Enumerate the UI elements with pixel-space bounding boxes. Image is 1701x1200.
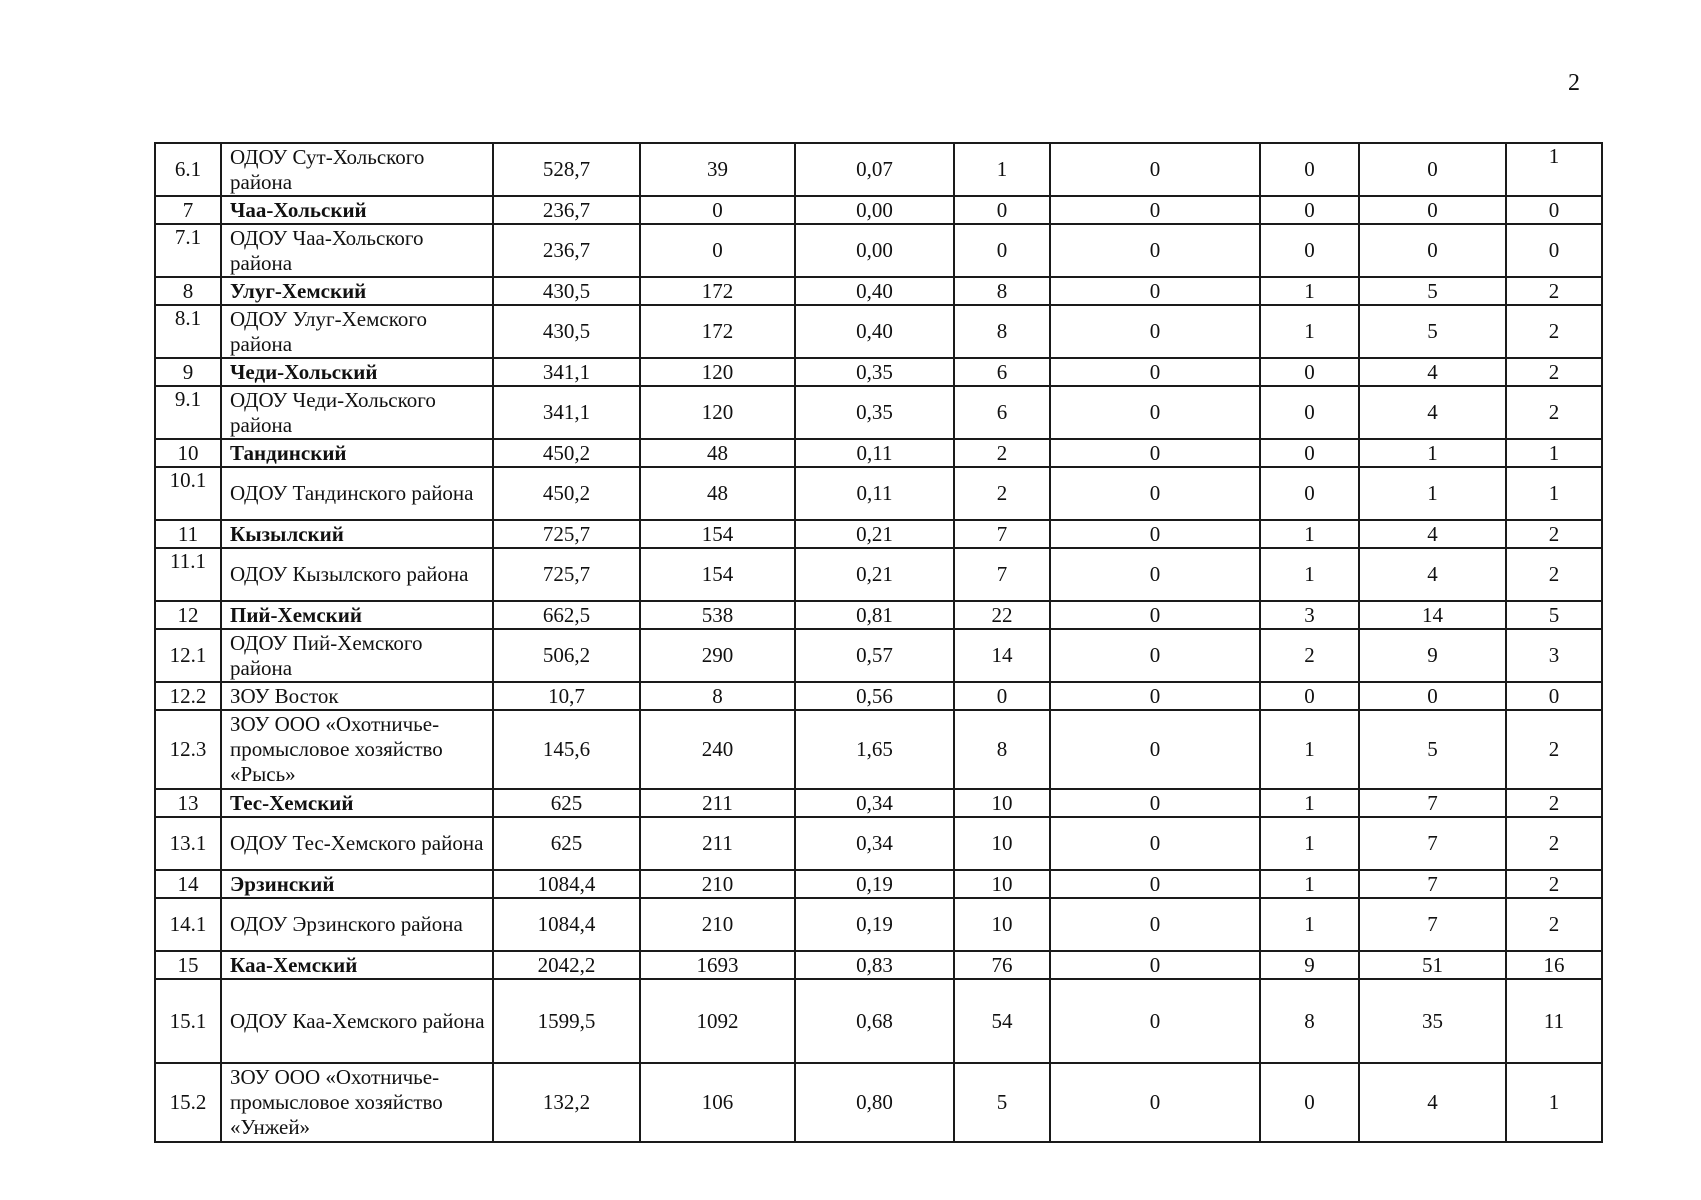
cell-value: 132,2 (493, 1063, 640, 1142)
cell-value: 450,2 (493, 439, 640, 467)
cell-value: 2 (1506, 520, 1602, 548)
cell-value: 0 (1260, 467, 1359, 520)
table-row (155, 224, 1602, 277)
cell-value: 145,6 (493, 710, 640, 789)
cell-value: 2042,2 (493, 951, 640, 979)
cell-value: 5 (954, 1063, 1050, 1142)
cell-value: 0 (1050, 305, 1260, 358)
cell-value: 8 (640, 682, 795, 710)
cell-value: 0,57 (795, 629, 954, 682)
cell-value: 341,1 (493, 386, 640, 439)
row-name: ЗОУ Восток (221, 682, 493, 710)
row-number: 14.1 (155, 898, 221, 951)
row-number: 9 (155, 358, 221, 386)
cell-value: 2 (1506, 305, 1602, 358)
cell-value: 0,35 (795, 386, 954, 439)
table-row (155, 870, 1602, 898)
table-row (155, 710, 1602, 789)
cell-value: 10 (954, 898, 1050, 951)
cell-value: 0 (1050, 358, 1260, 386)
cell-value: 39 (640, 143, 795, 196)
cell-value: 7 (1359, 870, 1506, 898)
cell-value: 0 (1260, 682, 1359, 710)
table-row (155, 629, 1602, 682)
cell-value: 154 (640, 520, 795, 548)
cell-value: 154 (640, 548, 795, 601)
cell-value: 7 (954, 548, 1050, 601)
cell-value: 3 (1506, 629, 1602, 682)
row-name: Каа-Хемский (221, 951, 493, 979)
cell-value: 2 (1506, 870, 1602, 898)
cell-value: 1 (1506, 143, 1602, 196)
table-row (155, 358, 1602, 386)
cell-value: 0,56 (795, 682, 954, 710)
cell-value: 538 (640, 601, 795, 629)
cell-value: 0 (1050, 196, 1260, 224)
table-row (155, 951, 1602, 979)
cell-value: 0,81 (795, 601, 954, 629)
cell-value: 2 (1506, 548, 1602, 601)
cell-value: 35 (1359, 979, 1506, 1063)
cell-value: 14 (954, 629, 1050, 682)
cell-value: 0 (954, 682, 1050, 710)
cell-value: 8 (1260, 979, 1359, 1063)
cell-value: 236,7 (493, 196, 640, 224)
row-name: Чеди-Хольский (221, 358, 493, 386)
cell-value: 625 (493, 789, 640, 817)
cell-value: 7 (1359, 789, 1506, 817)
cell-value: 0,11 (795, 439, 954, 467)
cell-value: 0 (1050, 710, 1260, 789)
cell-value: 0 (640, 224, 795, 277)
cell-value: 0 (1050, 143, 1260, 196)
cell-value: 5 (1359, 710, 1506, 789)
row-name: ЗОУ ООО «Охотничье-промысловое хозяйство «Унжей» (221, 1063, 493, 1142)
table-row (155, 682, 1602, 710)
table-row (155, 979, 1602, 1063)
cell-value: 2 (1506, 710, 1602, 789)
row-name: ОДОУ Сут-Хольского района (221, 143, 493, 196)
cell-value: 0 (1506, 224, 1602, 277)
cell-value: 0 (954, 224, 1050, 277)
cell-value: 0,21 (795, 520, 954, 548)
row-number: 9.1 (155, 386, 221, 439)
row-name: ОДОУ Тандинского района (221, 467, 493, 520)
cell-value: 120 (640, 386, 795, 439)
cell-value: 1 (1260, 520, 1359, 548)
cell-value: 662,5 (493, 601, 640, 629)
cell-value: 0,83 (795, 951, 954, 979)
cell-value: 0 (1506, 196, 1602, 224)
cell-value: 10 (954, 817, 1050, 870)
row-name: Тандинский (221, 439, 493, 467)
row-name: ОДОУ Чаа-Хольского района (221, 224, 493, 277)
cell-value: 0 (1050, 979, 1260, 1063)
cell-value: 9 (1359, 629, 1506, 682)
row-name: ОДОУ Каа-Хемского района (221, 979, 493, 1063)
row-number: 12.2 (155, 682, 221, 710)
cell-value: 6 (954, 358, 1050, 386)
cell-value: 0 (1050, 1063, 1260, 1142)
cell-value: 0 (1050, 520, 1260, 548)
cell-value: 210 (640, 870, 795, 898)
cell-value: 210 (640, 898, 795, 951)
cell-value: 2 (1506, 386, 1602, 439)
row-number: 14 (155, 870, 221, 898)
cell-value: 1 (1260, 277, 1359, 305)
cell-value: 1 (1260, 870, 1359, 898)
cell-value: 0,00 (795, 224, 954, 277)
cell-value: 0 (954, 196, 1050, 224)
row-name: ЗОУ ООО «Охотничье-промысловое хозяйство «Рысь» (221, 710, 493, 789)
cell-value: 2 (954, 439, 1050, 467)
cell-value: 0,35 (795, 358, 954, 386)
row-name: ОДОУ Улуг-Хемского района (221, 305, 493, 358)
cell-value: 1693 (640, 951, 795, 979)
cell-value: 0 (1050, 386, 1260, 439)
row-number: 13 (155, 789, 221, 817)
row-number: 13.1 (155, 817, 221, 870)
cell-value: 0,34 (795, 817, 954, 870)
cell-value: 2 (1506, 789, 1602, 817)
cell-value: 54 (954, 979, 1050, 1063)
cell-value: 0 (1260, 224, 1359, 277)
row-number: 7 (155, 196, 221, 224)
cell-value: 725,7 (493, 548, 640, 601)
cell-value: 0 (1260, 439, 1359, 467)
row-number: 6.1 (155, 143, 221, 196)
cell-value: 14 (1359, 601, 1506, 629)
row-name: ОДОУ Чеди-Хольского района (221, 386, 493, 439)
cell-value: 0 (1050, 789, 1260, 817)
cell-value: 8 (954, 710, 1050, 789)
cell-value: 4 (1359, 520, 1506, 548)
row-number: 12.3 (155, 710, 221, 789)
data-table (154, 142, 1603, 1143)
cell-value: 1084,4 (493, 870, 640, 898)
row-number: 15 (155, 951, 221, 979)
cell-value: 0 (1260, 1063, 1359, 1142)
cell-value: 3 (1260, 601, 1359, 629)
row-number: 8 (155, 277, 221, 305)
row-number: 15.1 (155, 979, 221, 1063)
cell-value: 240 (640, 710, 795, 789)
cell-value: 0,40 (795, 277, 954, 305)
cell-value: 211 (640, 789, 795, 817)
cell-value: 430,5 (493, 277, 640, 305)
cell-value: 0,19 (795, 870, 954, 898)
table-row (155, 548, 1602, 601)
row-number: 11 (155, 520, 221, 548)
table-row (155, 789, 1602, 817)
cell-value: 0 (1050, 601, 1260, 629)
cell-value: 0 (1260, 358, 1359, 386)
cell-value: 0 (1359, 143, 1506, 196)
table-row (155, 439, 1602, 467)
cell-value: 1 (1260, 548, 1359, 601)
cell-value: 8 (954, 305, 1050, 358)
cell-value: 528,7 (493, 143, 640, 196)
cell-value: 7 (1359, 898, 1506, 951)
row-number: 15.2 (155, 1063, 221, 1142)
row-name: Эрзинский (221, 870, 493, 898)
cell-value: 0 (1050, 548, 1260, 601)
row-name: Улуг-Хемский (221, 277, 493, 305)
row-number: 8.1 (155, 305, 221, 358)
cell-value: 725,7 (493, 520, 640, 548)
cell-value: 1084,4 (493, 898, 640, 951)
cell-value: 625 (493, 817, 640, 870)
cell-value: 506,2 (493, 629, 640, 682)
cell-value: 51 (1359, 951, 1506, 979)
table-row (155, 817, 1602, 870)
table-row (155, 386, 1602, 439)
table-row (155, 467, 1602, 520)
cell-value: 5 (1506, 601, 1602, 629)
cell-value: 0,40 (795, 305, 954, 358)
row-number: 7.1 (155, 224, 221, 277)
cell-value: 290 (640, 629, 795, 682)
cell-value: 0,11 (795, 467, 954, 520)
cell-value: 1 (1506, 439, 1602, 467)
cell-value: 0 (1050, 898, 1260, 951)
cell-value: 1 (1506, 467, 1602, 520)
row-name: ОДОУ Тес-Хемского района (221, 817, 493, 870)
cell-value: 1 (1359, 467, 1506, 520)
row-number: 12 (155, 601, 221, 629)
cell-value: 4 (1359, 358, 1506, 386)
cell-value: 2 (1506, 277, 1602, 305)
cell-value: 76 (954, 951, 1050, 979)
cell-value: 341,1 (493, 358, 640, 386)
cell-value: 8 (954, 277, 1050, 305)
cell-value: 10 (954, 789, 1050, 817)
row-number: 11.1 (155, 548, 221, 601)
cell-value: 22 (954, 601, 1050, 629)
cell-value: 236,7 (493, 224, 640, 277)
cell-value: 0 (1050, 682, 1260, 710)
table-row (155, 898, 1602, 951)
row-name: ОДОУ Пий-Хемского района (221, 629, 493, 682)
cell-value: 0 (1050, 817, 1260, 870)
cell-value: 4 (1359, 1063, 1506, 1142)
cell-value: 2 (1260, 629, 1359, 682)
cell-value: 0 (1260, 143, 1359, 196)
cell-value: 0 (1050, 629, 1260, 682)
cell-value: 172 (640, 277, 795, 305)
cell-value: 2 (1506, 817, 1602, 870)
cell-value: 211 (640, 817, 795, 870)
row-name: ОДОУ Кызылского района (221, 548, 493, 601)
cell-value: 0 (1359, 224, 1506, 277)
cell-value: 450,2 (493, 467, 640, 520)
cell-value: 0 (640, 196, 795, 224)
cell-value: 10 (954, 870, 1050, 898)
cell-value: 0,80 (795, 1063, 954, 1142)
table-row (155, 601, 1602, 629)
page-number: 2 (1568, 70, 1580, 96)
cell-value: 172 (640, 305, 795, 358)
cell-value: 2 (1506, 898, 1602, 951)
row-name: Пий-Хемский (221, 601, 493, 629)
row-number: 10.1 (155, 467, 221, 520)
table-row (155, 520, 1602, 548)
cell-value: 430,5 (493, 305, 640, 358)
cell-value: 106 (640, 1063, 795, 1142)
row-name: Кызылский (221, 520, 493, 548)
table-row (155, 196, 1602, 224)
row-name: Чаа-Хольский (221, 196, 493, 224)
table-row (155, 143, 1602, 196)
cell-value: 0 (1050, 224, 1260, 277)
row-name: Тес-Хемский (221, 789, 493, 817)
cell-value: 1,65 (795, 710, 954, 789)
cell-value: 9 (1260, 951, 1359, 979)
cell-value: 1 (1260, 898, 1359, 951)
row-number: 10 (155, 439, 221, 467)
cell-value: 7 (1359, 817, 1506, 870)
cell-value: 0 (1260, 386, 1359, 439)
cell-value: 4 (1359, 548, 1506, 601)
row-number: 12.1 (155, 629, 221, 682)
cell-value: 0 (1359, 196, 1506, 224)
cell-value: 0 (1050, 439, 1260, 467)
cell-value: 120 (640, 358, 795, 386)
cell-value: 0 (1050, 467, 1260, 520)
cell-value: 0,19 (795, 898, 954, 951)
cell-value: 0 (1050, 870, 1260, 898)
cell-value: 16 (1506, 951, 1602, 979)
cell-value: 0,34 (795, 789, 954, 817)
cell-value: 6 (954, 386, 1050, 439)
table-row (155, 305, 1602, 358)
cell-value: 0 (1050, 277, 1260, 305)
cell-value: 48 (640, 439, 795, 467)
cell-value: 0 (1359, 682, 1506, 710)
table-row (155, 277, 1602, 305)
cell-value: 2 (1506, 358, 1602, 386)
cell-value: 1 (1260, 817, 1359, 870)
cell-value: 5 (1359, 305, 1506, 358)
cell-value: 1092 (640, 979, 795, 1063)
cell-value: 1 (1260, 789, 1359, 817)
cell-value: 0,07 (795, 143, 954, 196)
cell-value: 1 (1260, 305, 1359, 358)
cell-value: 4 (1359, 386, 1506, 439)
cell-value: 0,00 (795, 196, 954, 224)
cell-value: 1 (954, 143, 1050, 196)
cell-value: 1 (1260, 710, 1359, 789)
cell-value: 1 (1359, 439, 1506, 467)
cell-value: 5 (1359, 277, 1506, 305)
cell-value: 10,7 (493, 682, 640, 710)
cell-value: 0 (1506, 682, 1602, 710)
row-name: ОДОУ Эрзинского района (221, 898, 493, 951)
cell-value: 1599,5 (493, 979, 640, 1063)
table-row (155, 1063, 1602, 1142)
cell-value: 2 (954, 467, 1050, 520)
cell-value: 7 (954, 520, 1050, 548)
cell-value: 48 (640, 467, 795, 520)
cell-value: 0,21 (795, 548, 954, 601)
cell-value: 0 (1260, 196, 1359, 224)
cell-value: 0 (1050, 951, 1260, 979)
cell-value: 0,68 (795, 979, 954, 1063)
cell-value: 1 (1506, 1063, 1602, 1142)
cell-value: 11 (1506, 979, 1602, 1063)
